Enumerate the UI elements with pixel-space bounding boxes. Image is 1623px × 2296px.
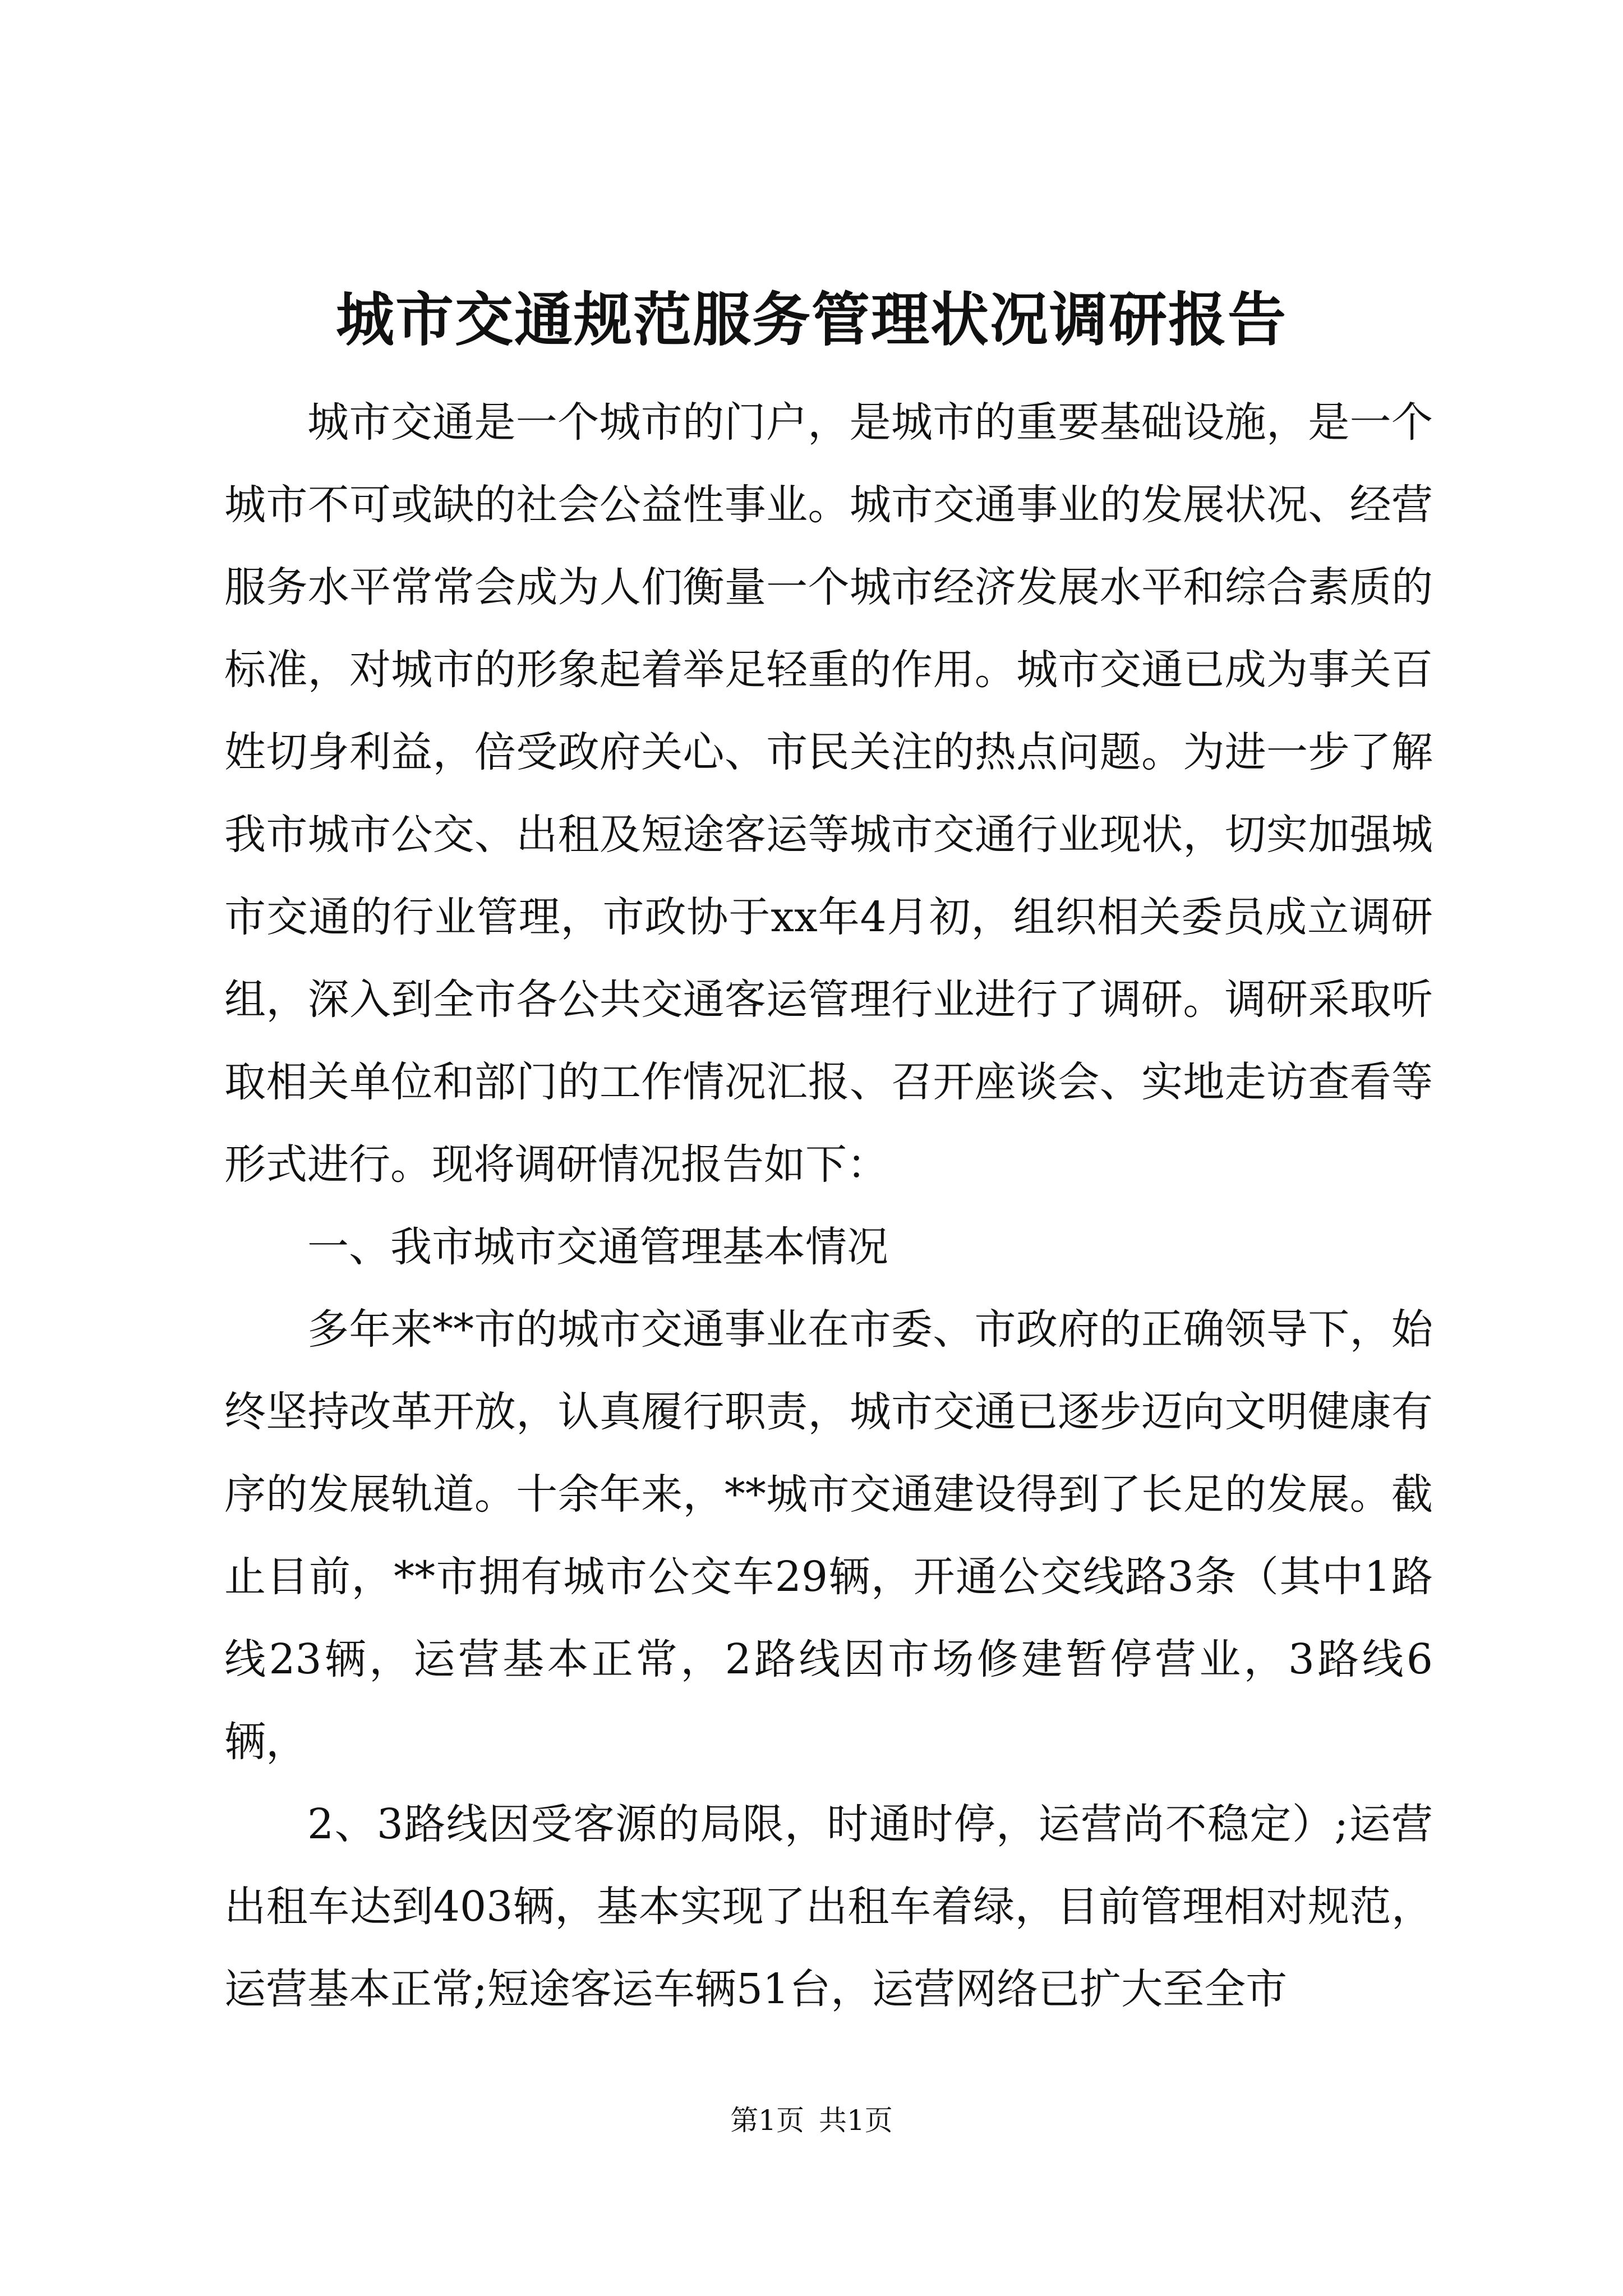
paragraph-basic-situation: 多年来**市的城市交通事业在市委、市政府的正确领导下，始终坚持改革开放，认真履行职责，城市交通已逐步迈向文明健康有序的发展轨道。十余年来，**城市交通建设得到了长足的发展。截止目前，**市拥有城市公交车29辆，开通公交线路3条（其中1路线23辆，运营基本正常，2路线因市场修建暂停营业，3路线6辆，	[224, 1305, 1433, 1766]
page-footer	[0, 2101, 1623, 2140]
section-heading: 一、我市城市交通管理基本情况	[307, 1223, 888, 1271]
document-body	[224, 381, 1433, 2031]
paragraph-routes: 2、3路线因受客源的局限，时通时停，运营尚不稳定）;运营出租车达到403辆，基本实现了出租车着绿，目前管理相对规范，运营基本正常;短途客运车辆51台，运营网络已扩大至全市	[224, 1800, 1433, 2013]
page-total: 共1页	[819, 2104, 893, 2137]
page-number: 第1页	[730, 2104, 804, 2137]
document-title: 城市交通规范服务管理状况调研报告	[335, 285, 1287, 354]
paragraph-intro: 城市交通是一个城市的门户，是城市的重要基础设施，是一个城市不可或缺的社会公益性事业。城市交通事业的发展状况、经营服务水平常常会成为人们衡量一个城市经济发展水平和综合素质的标准，对城市的形象起着举足轻重的作用。城市交通已成为事关百姓切身利益，倍受政府关心、市民关注的热点问题。为进一步了解我市城市公交、出租及短途客运等城市交通行业现状，切实加强城市交通的行业管理，市政协于xx年4月初，组织相关委员成立调研组，深入到全市各公共交通客运管理行业进行了调研。调研采取听取相关单位和部门的工作情况汇报、召开座谈会、实地走访查看等形式进行。现将调研情况报告如下：	[224, 398, 1433, 1189]
